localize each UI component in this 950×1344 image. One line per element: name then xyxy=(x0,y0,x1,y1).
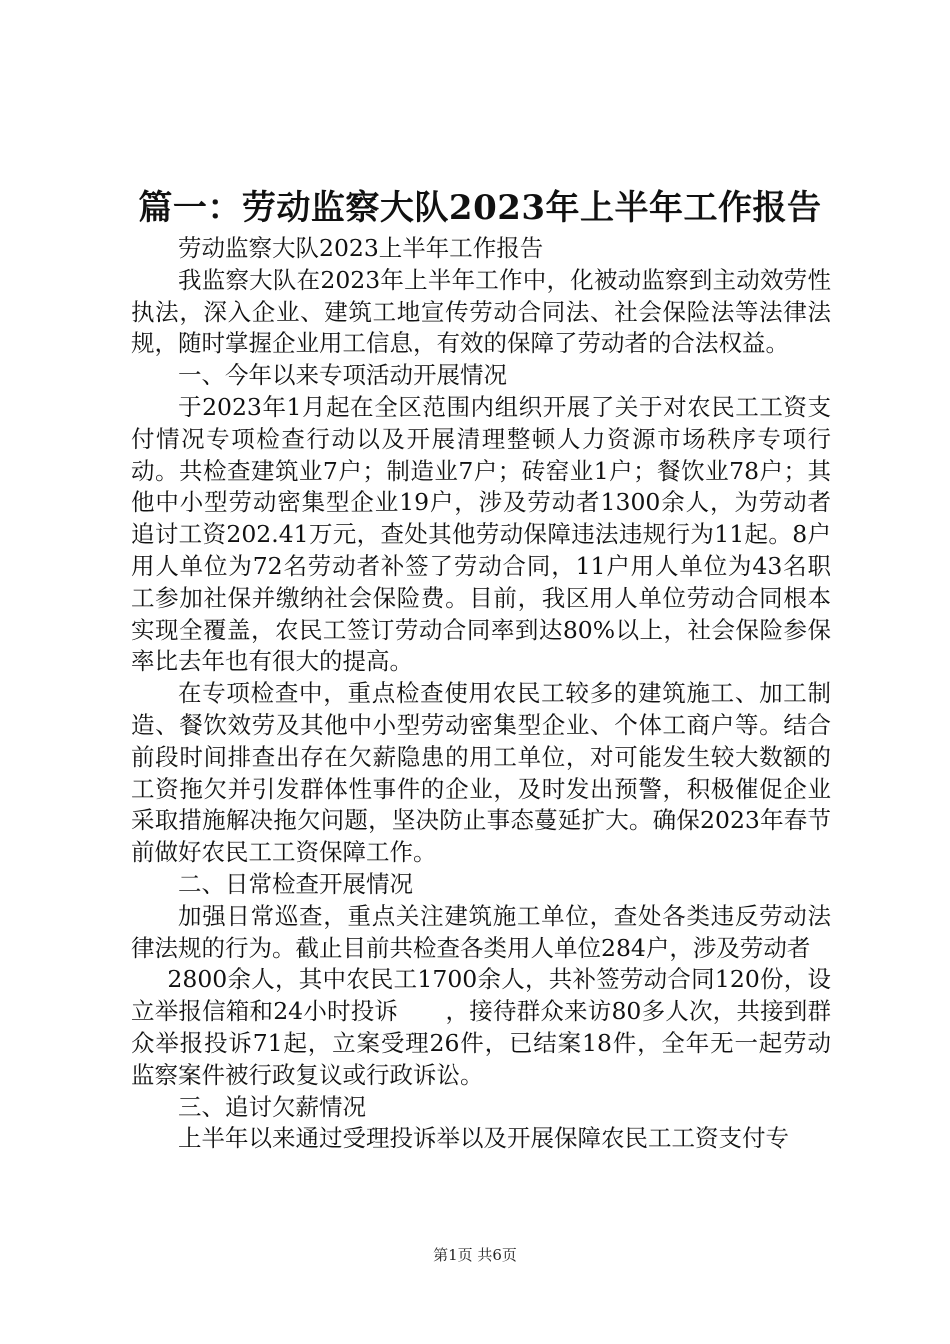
section-2-paragraph-2: 2800余人，其中农民工1700余人，共补签劳动合同120份，设立举报信箱和24小时投诉 ，接待群众来访80多人次，共接到群众举报投诉71起，立案受理26件，已结案18件，全年无一起劳动监察案件被行政复议或行政诉讼。 xyxy=(131,965,831,1089)
section-heading-3: 三、追讨欠薪情况 xyxy=(178,1092,366,1121)
section-heading-2: 二、日常检查开展情况 xyxy=(178,869,413,898)
section-3-paragraph-1: 上半年以来通过受理投诉举以及开展保障农民工工资支付专 xyxy=(178,1124,789,1153)
section-1-paragraph-2: 在专项检查中，重点检查使用农民工较多的建筑施工、加工制造、餐饮效劳及其他中小型劳动密集型企业、个体工商户等。结合前段时间排查出存在欠薪隐患的用工单位，对可能发生较大数额的工资拖欠并引发群体性事件的企业，及时发出预警，积极催促企业采取措施解决拖欠问题，坚决防止事态蔓延扩大。确保2023年春节前做好农民工工资保障工作。 xyxy=(131,679,831,867)
section-heading-1: 一、今年以来专项活动开展情况 xyxy=(178,361,507,390)
document-title: 篇一：劳动监察大队2023年上半年工作报告 xyxy=(138,188,822,228)
page-number-footer: 第1页 共6页 xyxy=(433,1246,517,1264)
intro-paragraph: 我监察大队在2023年上半年工作中，化被动监察到主动效劳性执法，深入企业、建筑工地宣传劳动合同法、社会保险法等法律法规，随时掌握企业用工信息，有效的保障了劳动者的合法权益。 xyxy=(131,265,831,358)
subtitle-paragraph: 劳动监察大队2023上半年工作报告 xyxy=(178,234,544,262)
document-body xyxy=(131,233,831,1155)
section-1-paragraph-1: 于2023年1月起在全区范围内组织开展了关于对农民工工资支付情况专项检查行动以及开展清理整顿人力资源市场秩序专项行动。共检查建筑业7户；制造业7户；砖窑业1户；餐饮业78户；其他中小型劳动密集型企业19户，涉及劳动者1300余人，为劳动者追讨工资202.41万元，查处其他劳动保障违法违规行为11起。8户用人单位为72名劳动者补签了劳动合同，11户用人单位为43名职工参加社保并缴纳社会保险费。目前，我区用人单位劳动合同根本实现全覆盖，农民工签订劳动合同率到达80%以上，社会保险参保率比去年也有很大的提高。 xyxy=(131,392,831,676)
section-2-paragraph-1: 加强日常巡查，重点关注建筑施工单位，查处各类违反劳动法律法规的行为。截止目前共检查各类用人单位284户，涉及劳动者 xyxy=(131,901,831,962)
